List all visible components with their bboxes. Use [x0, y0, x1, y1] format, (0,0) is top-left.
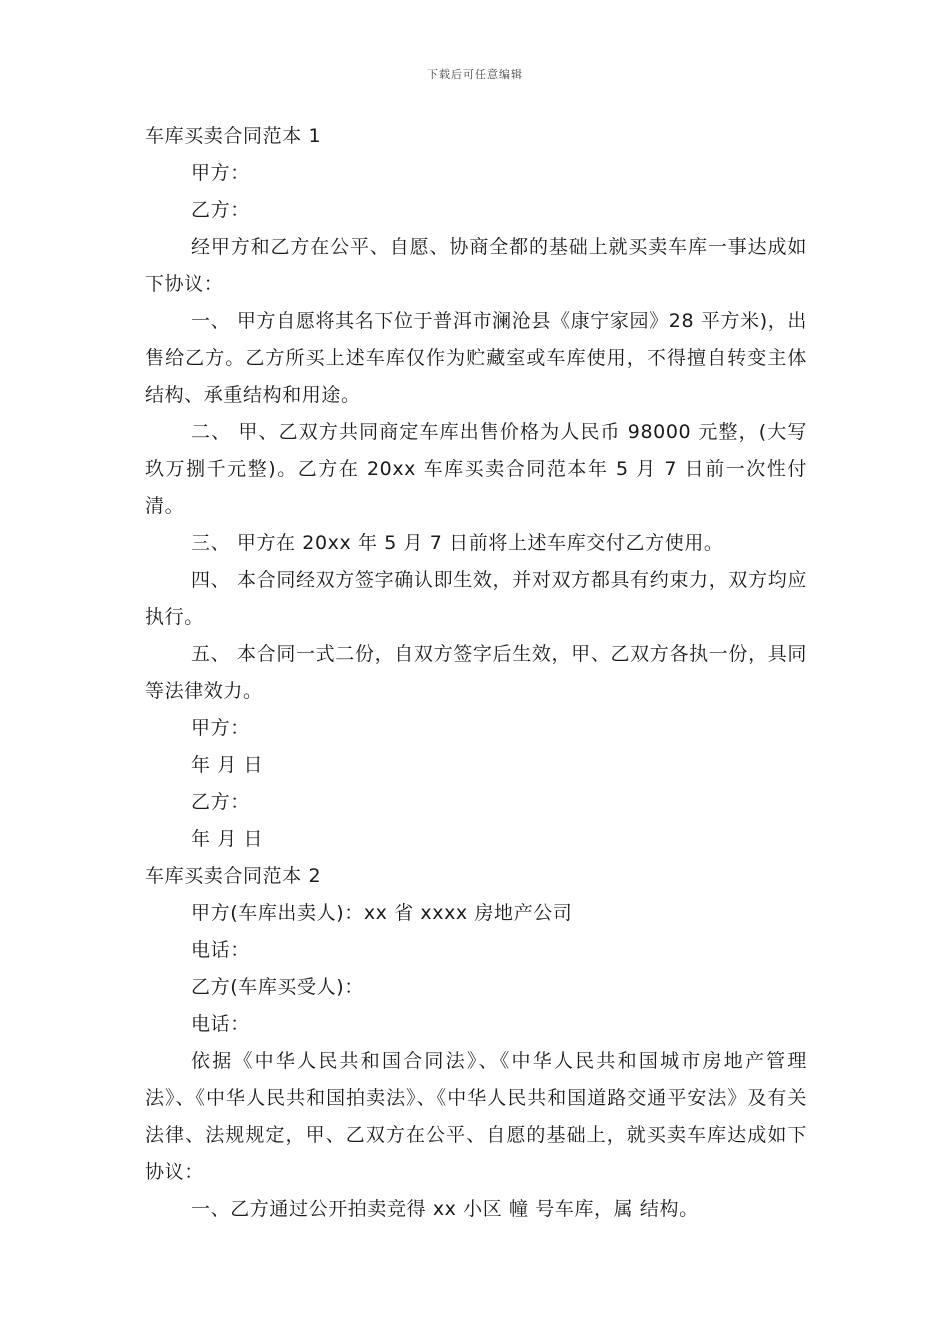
clause-2-1: 一、乙方通过公开拍卖竞得 xx 小区 幢 号车库，属 结构。 — [191, 1198, 699, 1220]
clause-4: 四、 本合同经双方签字确认即生效，并对双方都具有约束力，双方均应执行。 — [145, 569, 807, 628]
section-title-1: 车库买卖合同范本 1 — [145, 125, 322, 147]
clause-5: 五、 本合同一式二份，自双方签字后生效，甲、乙双方各执一份，具同等法律效力。 — [145, 643, 807, 702]
signature-date-b: 年 月 日 — [191, 828, 264, 850]
header-note: 下载后可任意编辑 — [427, 68, 523, 81]
seller-phone: 电话： — [191, 939, 250, 961]
clause-3: 三、 甲方在 20xx 年 5 月 7 日前将上述车库交付乙方使用。 — [191, 532, 724, 554]
buyer-phone: 电话： — [191, 1013, 250, 1035]
seller-label: 甲方(车库出卖人)：xx 省 xxxx 房地产公司 — [191, 902, 573, 924]
party-b-label: 乙方： — [191, 199, 250, 221]
clause-2: 二、 甲、乙双方共同商定车库出售价格为人民币 98000 元整，(大写玖万捌千元整)。乙方在 20xx 车库买卖合同范本年 5 月 7 日前一次性付清。 — [145, 421, 807, 517]
signature-party-b: 乙方： — [191, 791, 250, 813]
section-title-2: 车库买卖合同范本 2 — [145, 865, 322, 887]
legal-basis: 依据《中华人民共和国合同法》、《中华人民共和国城市房地产管理法》、《中华人民共和国拍卖法》、《中华人民共和国道路交通平安法》及有关法律、法规规定，甲、乙双方在公平、自愿的基础上，就买卖车库达成如下协议： — [145, 1050, 807, 1183]
signature-date-a: 年 月 日 — [191, 754, 264, 776]
clause-1: 一、 甲方自愿将其名下位于普洱市澜沧县《康宁家园》28 平方米)，出售给乙方。乙方所买上述车库仅作为贮藏室或车库使用，不得擅自转变主体结构、承重结构和用途。 — [145, 310, 807, 406]
party-a-label: 甲方： — [191, 162, 250, 184]
buyer-label: 乙方(车库买受人)： — [191, 976, 364, 998]
document-body — [145, 118, 807, 1228]
signature-party-a: 甲方： — [191, 717, 250, 739]
agreement-intro: 经甲方和乙方在公平、自愿、协商全都的基础上就买卖车库一事达成如下协议： — [145, 236, 807, 295]
